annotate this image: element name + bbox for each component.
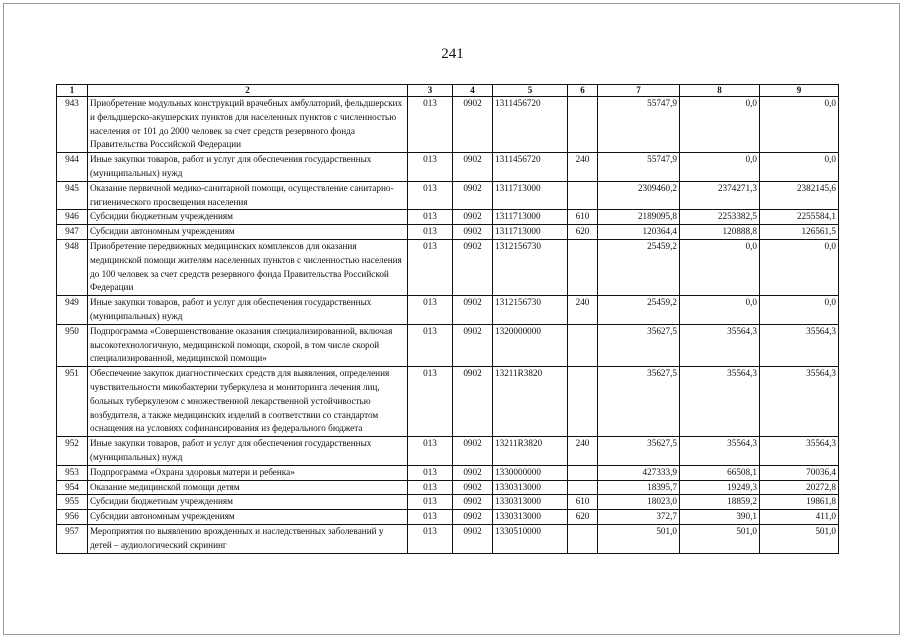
amount-year2-cell: 0,0 (680, 296, 760, 325)
target-article-cell: 13211R3820 (493, 437, 568, 466)
amount-year2-cell: 35564,3 (680, 437, 760, 466)
amount-year1-cell: 55747,9 (598, 97, 680, 153)
ministry-code-cell: 013 (408, 437, 453, 466)
amount-year3-cell: 20272,8 (760, 480, 839, 495)
table-row (57, 524, 839, 553)
row-name-cell: Иные закупки товаров, работ и услуг для обеспечения государственных (муниципальных) нужд (88, 437, 408, 466)
row-name-cell: Подпрограмма «Совершенствование оказания специализированной, включая высокотехнологичную, медицинской помощи, скорой, в том числе скорой специализированной, медицинской помощи» (88, 324, 408, 366)
expense-type-cell (568, 324, 598, 366)
row-number-cell: 952 (57, 437, 88, 466)
section-code-cell: 0902 (453, 367, 493, 437)
amount-year2-cell: 19249,3 (680, 480, 760, 495)
table-row (57, 239, 839, 295)
amount-year1-cell: 18395,7 (598, 480, 680, 495)
target-article-cell: 1312156730 (493, 296, 568, 325)
amount-year3-cell: 0,0 (760, 239, 839, 295)
row-name-cell: Мероприятия по выявлению врожденных и наследственных заболеваний у детей – аудиологический скрининг (88, 524, 408, 553)
amount-year1-cell: 55747,9 (598, 153, 680, 182)
expense-type-cell (568, 97, 598, 153)
target-article-cell: 1311713000 (493, 225, 568, 240)
row-number-cell: 954 (57, 480, 88, 495)
target-article-cell: 1311456720 (493, 153, 568, 182)
amount-year3-cell: 35564,3 (760, 367, 839, 437)
row-number-cell: 945 (57, 181, 88, 210)
table-row (57, 153, 839, 182)
table-row (57, 296, 839, 325)
row-number-cell: 950 (57, 324, 88, 366)
row-number-cell: 956 (57, 510, 88, 525)
amount-year3-cell: 2255584,1 (760, 210, 839, 225)
section-code-cell: 0902 (453, 510, 493, 525)
table-row (57, 465, 839, 480)
amount-year1-cell: 2309460,2 (598, 181, 680, 210)
amount-year1-cell: 35627,5 (598, 437, 680, 466)
section-code-cell: 0902 (453, 210, 493, 225)
expense-type-cell: 620 (568, 510, 598, 525)
expense-type-cell: 610 (568, 210, 598, 225)
amount-year2-cell: 2374271,3 (680, 181, 760, 210)
expense-type-cell: 240 (568, 153, 598, 182)
expense-type-cell (568, 239, 598, 295)
target-article-cell: 1312156730 (493, 239, 568, 295)
ministry-code-cell: 013 (408, 524, 453, 553)
amount-year2-cell: 35564,3 (680, 324, 760, 366)
ministry-code-cell: 013 (408, 153, 453, 182)
row-name-cell: Иные закупки товаров, работ и услуг для обеспечения государственных (муниципальных) нужд (88, 153, 408, 182)
expense-type-cell (568, 367, 598, 437)
table-row (57, 480, 839, 495)
section-code-cell: 0902 (453, 324, 493, 366)
target-article-cell: 13211R3820 (493, 367, 568, 437)
header-cell: 1 (57, 85, 88, 97)
row-number-cell: 949 (57, 296, 88, 325)
header-cell: 7 (598, 85, 680, 97)
amount-year2-cell: 0,0 (680, 153, 760, 182)
row-number-cell: 953 (57, 465, 88, 480)
amount-year2-cell: 2253382,5 (680, 210, 760, 225)
ministry-code-cell: 013 (408, 495, 453, 510)
amount-year1-cell: 427333,9 (598, 465, 680, 480)
header-cell: 4 (453, 85, 493, 97)
row-number-cell: 951 (57, 367, 88, 437)
section-code-cell: 0902 (453, 97, 493, 153)
amount-year3-cell: 0,0 (760, 296, 839, 325)
target-article-cell: 1311456720 (493, 97, 568, 153)
target-article-cell: 1330000000 (493, 465, 568, 480)
section-code-cell: 0902 (453, 524, 493, 553)
row-name-cell: Субсидии автономным учреждениям (88, 510, 408, 525)
amount-year3-cell: 411,0 (760, 510, 839, 525)
row-number-cell: 943 (57, 97, 88, 153)
ministry-code-cell: 013 (408, 225, 453, 240)
amount-year3-cell: 19861,8 (760, 495, 839, 510)
table-row (57, 210, 839, 225)
amount-year1-cell: 372,7 (598, 510, 680, 525)
expense-type-cell: 240 (568, 296, 598, 325)
table-row (57, 367, 839, 437)
target-article-cell: 1330313000 (493, 495, 568, 510)
table-row (57, 324, 839, 366)
amount-year3-cell: 501,0 (760, 524, 839, 553)
row-name-cell: Оказание первичной медико-санитарной помощи, осуществление санитарно-гигиенического просвещения населения (88, 181, 408, 210)
expense-type-cell: 620 (568, 225, 598, 240)
expense-type-cell (568, 524, 598, 553)
expense-type-cell: 610 (568, 495, 598, 510)
row-name-cell: Приобретение модульных конструкций врачебных амбулаторий, фельдшерских и фельдшерско-акушерских пунктов для населенных пунктов с численностью населения от 101 до 2000 человек за счет средств резервного фонда Правительства Российской Федерации (88, 97, 408, 153)
page-number: 241 (441, 46, 464, 62)
ministry-code-cell: 013 (408, 510, 453, 525)
expense-type-cell (568, 480, 598, 495)
target-article-cell: 1311713000 (493, 181, 568, 210)
row-number-cell: 947 (57, 225, 88, 240)
header-row (57, 85, 839, 97)
row-name-cell: Иные закупки товаров, работ и услуг для обеспечения государственных (муниципальных) нужд (88, 296, 408, 325)
ministry-code-cell: 013 (408, 465, 453, 480)
section-code-cell: 0902 (453, 296, 493, 325)
row-name-cell: Подпрограмма «Охрана здоровья матери и ребенка» (88, 465, 408, 480)
amount-year3-cell: 2382145,6 (760, 181, 839, 210)
section-code-cell: 0902 (453, 225, 493, 240)
amount-year1-cell: 501,0 (598, 524, 680, 553)
header-cell: 6 (568, 85, 598, 97)
budget-table (56, 84, 839, 554)
target-article-cell: 1330510000 (493, 524, 568, 553)
amount-year1-cell: 18023,0 (598, 495, 680, 510)
row-number-cell: 948 (57, 239, 88, 295)
table-row (57, 181, 839, 210)
header-cell: 2 (88, 85, 408, 97)
amount-year3-cell: 126561,5 (760, 225, 839, 240)
target-article-cell: 1311713000 (493, 210, 568, 225)
amount-year3-cell: 35564,3 (760, 437, 839, 466)
table-row (57, 225, 839, 240)
ministry-code-cell: 013 (408, 210, 453, 225)
amount-year3-cell: 0,0 (760, 97, 839, 153)
amount-year3-cell: 70036,4 (760, 465, 839, 480)
ministry-code-cell: 013 (408, 296, 453, 325)
amount-year2-cell: 66508,1 (680, 465, 760, 480)
row-name-cell: Приобретение передвижных медицинских комплексов для оказания медицинской помощи жителям населенных пунктов с численностью населения до 100 человек за счет средств резервного фонда Правительства Российской Федерации (88, 239, 408, 295)
amount-year1-cell: 35627,5 (598, 324, 680, 366)
section-code-cell: 0902 (453, 480, 493, 495)
header-cell: 9 (760, 85, 839, 97)
amount-year3-cell: 35564,3 (760, 324, 839, 366)
row-name-cell: Оказание медицинской помощи детям (88, 480, 408, 495)
ministry-code-cell: 013 (408, 181, 453, 210)
ministry-code-cell: 013 (408, 367, 453, 437)
amount-year1-cell: 25459,2 (598, 239, 680, 295)
target-article-cell: 1320000000 (493, 324, 568, 366)
amount-year1-cell: 120364,4 (598, 225, 680, 240)
target-article-cell: 1330313000 (493, 510, 568, 525)
section-code-cell: 0902 (453, 495, 493, 510)
target-article-cell: 1330313000 (493, 480, 568, 495)
row-name-cell: Субсидии автономным учреждениям (88, 225, 408, 240)
header-cell: 8 (680, 85, 760, 97)
amount-year1-cell: 25459,2 (598, 296, 680, 325)
amount-year2-cell: 120888,8 (680, 225, 760, 240)
row-name-cell: Обеспечение закупок диагностических средств для выявления, определения чувствительности микобактерии туберкулеза и мониторинга лечения лиц, больных туберкулезом с множественной лекарственной устойчивостью возбудителя, а также медицинских изделий в соответствии со стандартом оснащения на условиях софинансирования из федерального бюджета (88, 367, 408, 437)
ministry-code-cell: 013 (408, 324, 453, 366)
amount-year2-cell: 0,0 (680, 239, 760, 295)
row-name-cell: Субсидии бюджетным учреждениям (88, 210, 408, 225)
row-number-cell: 957 (57, 524, 88, 553)
amount-year1-cell: 35627,5 (598, 367, 680, 437)
amount-year2-cell: 390,1 (680, 510, 760, 525)
row-number-cell: 955 (57, 495, 88, 510)
table-row (57, 510, 839, 525)
row-number-cell: 946 (57, 210, 88, 225)
ministry-code-cell: 013 (408, 480, 453, 495)
table-row (57, 97, 839, 153)
expense-type-cell: 240 (568, 437, 598, 466)
ministry-code-cell: 013 (408, 97, 453, 153)
amount-year2-cell: 35564,3 (680, 367, 760, 437)
row-name-cell: Субсидии бюджетным учреждениям (88, 495, 408, 510)
section-code-cell: 0902 (453, 437, 493, 466)
amount-year2-cell: 501,0 (680, 524, 760, 553)
section-code-cell: 0902 (453, 465, 493, 480)
header-cell: 3 (408, 85, 453, 97)
ministry-code-cell: 013 (408, 239, 453, 295)
section-code-cell: 0902 (453, 181, 493, 210)
expense-type-cell (568, 181, 598, 210)
row-number-cell: 944 (57, 153, 88, 182)
amount-year2-cell: 18859,2 (680, 495, 760, 510)
table-row (57, 495, 839, 510)
amount-year1-cell: 2189095,8 (598, 210, 680, 225)
section-code-cell: 0902 (453, 153, 493, 182)
expense-type-cell (568, 465, 598, 480)
section-code-cell: 0902 (453, 239, 493, 295)
header-cell: 5 (493, 85, 568, 97)
amount-year2-cell: 0,0 (680, 97, 760, 153)
amount-year3-cell: 0,0 (760, 153, 839, 182)
table-row (57, 437, 839, 466)
